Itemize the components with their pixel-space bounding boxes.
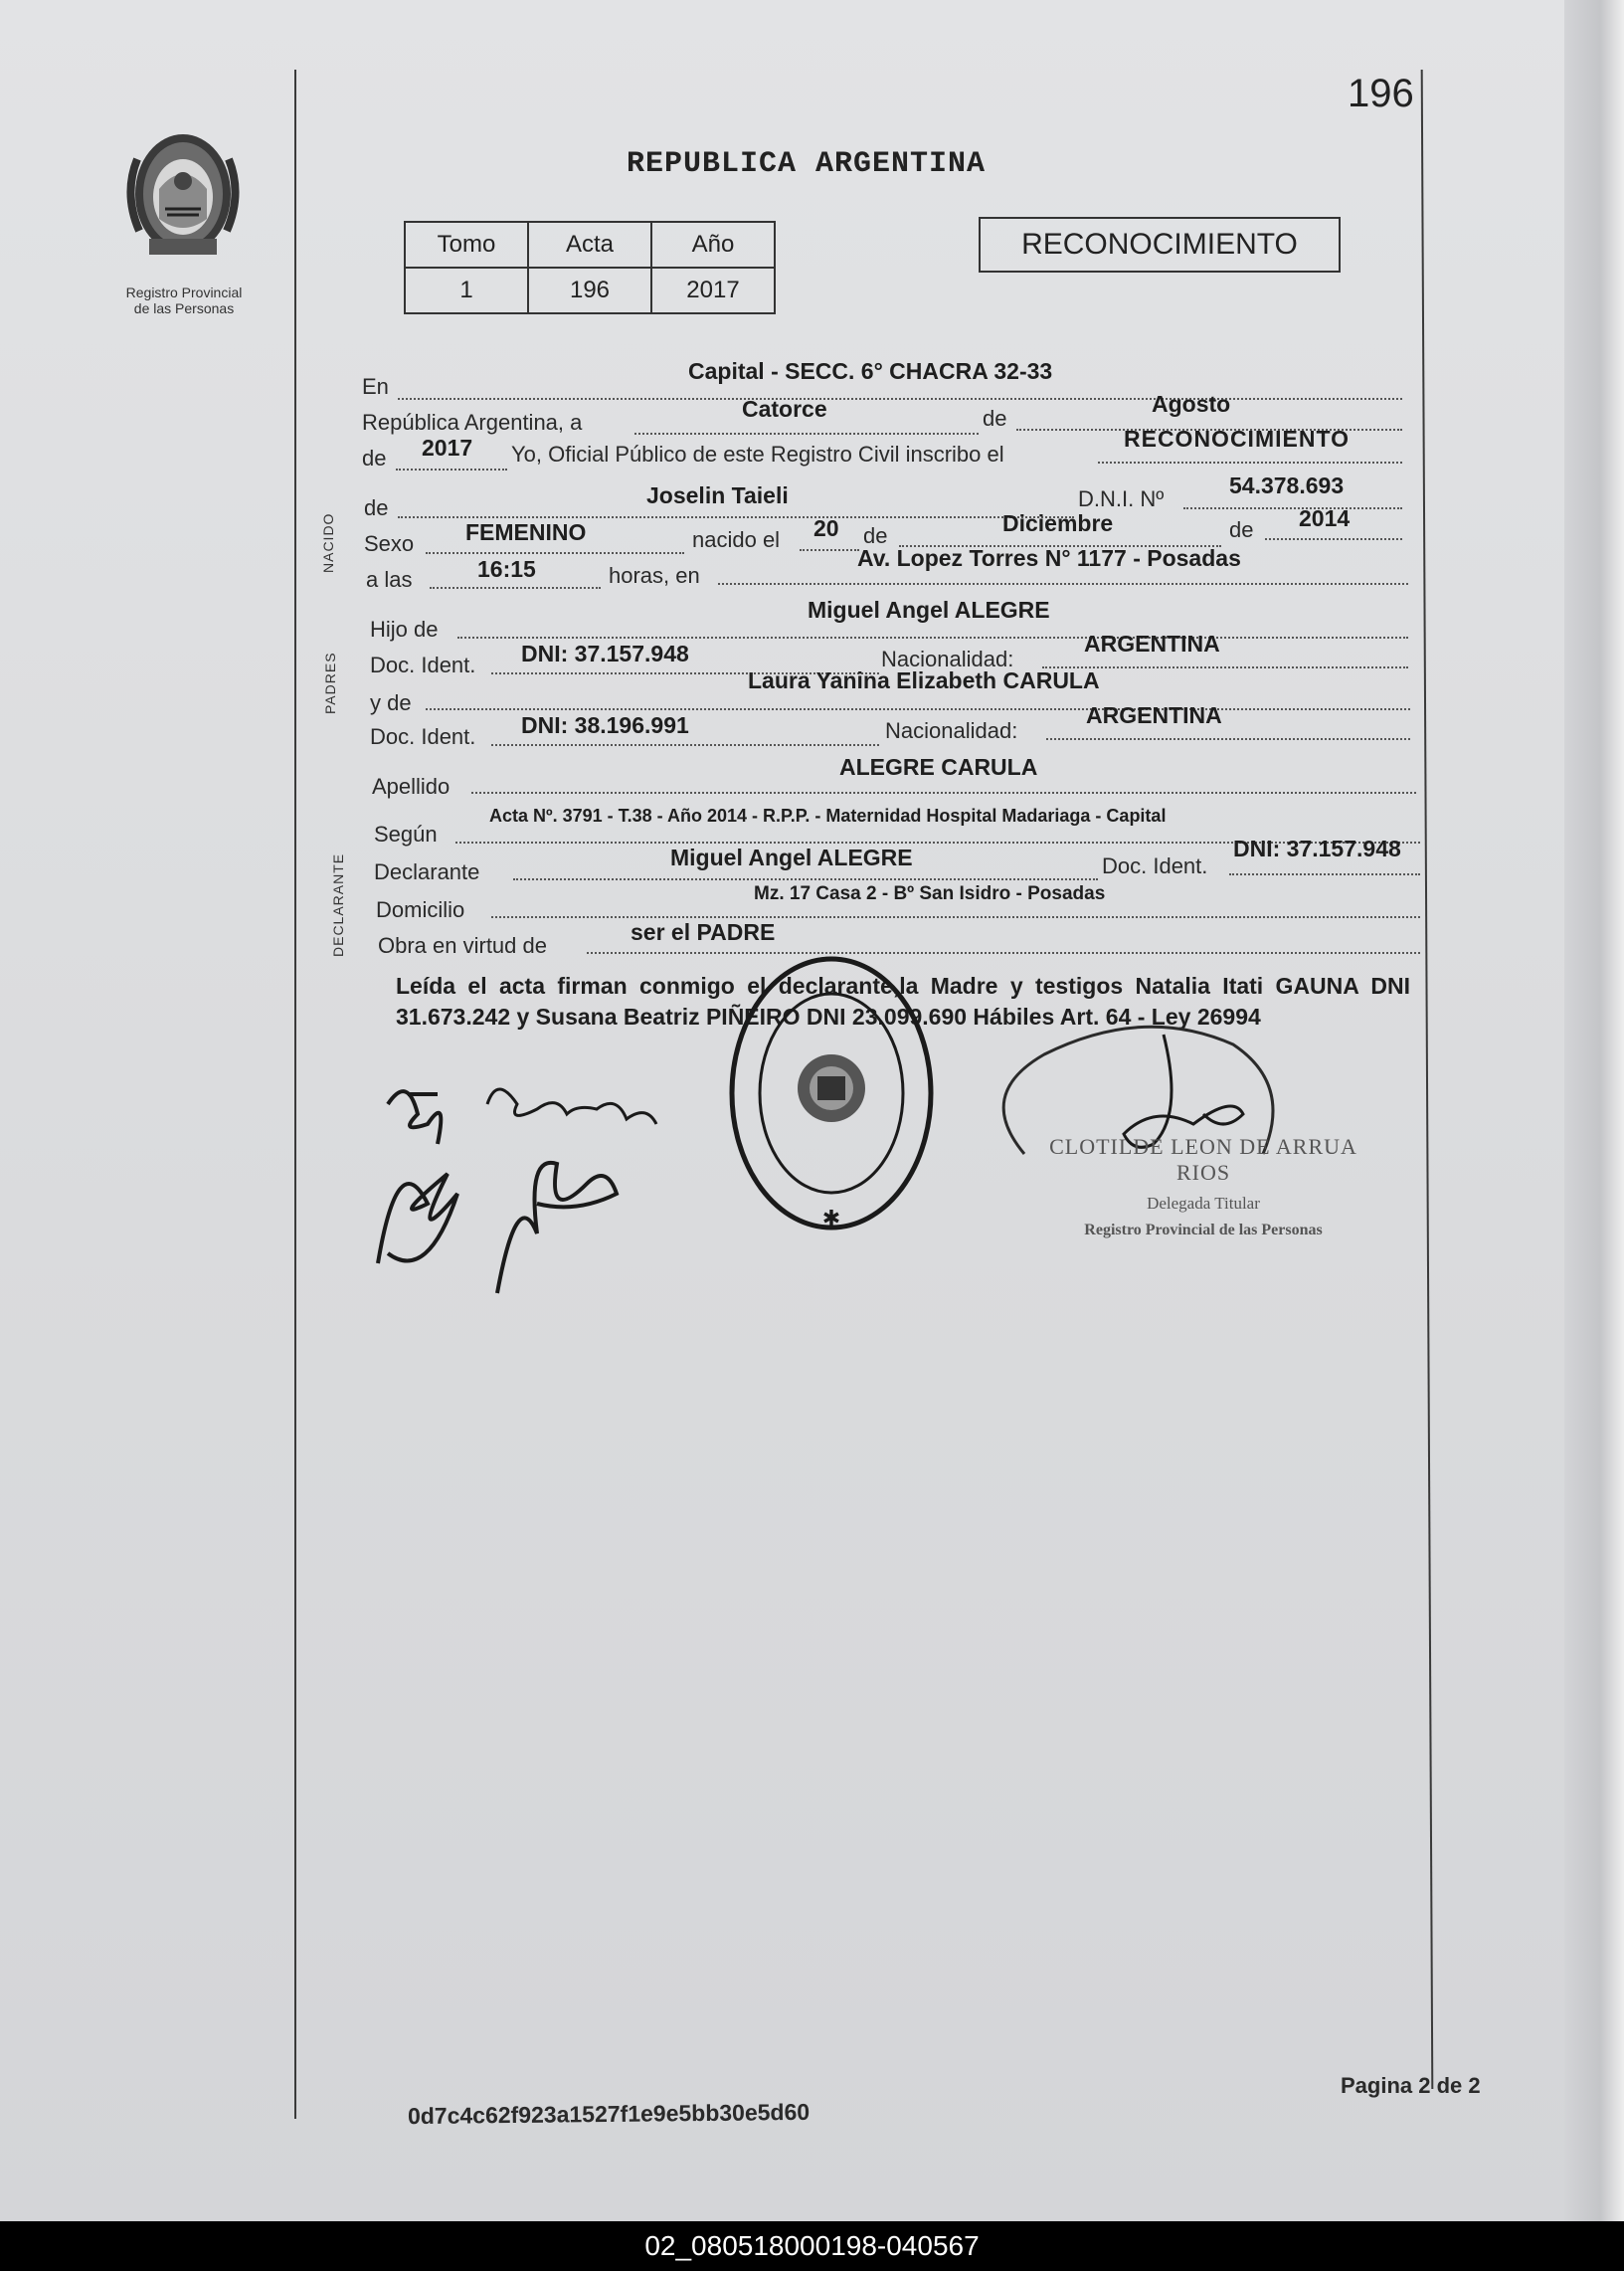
de-label: de xyxy=(983,406,1007,431)
dotted-line xyxy=(513,878,1098,880)
oficial-label: Yo, Oficial Público de este Registro Civil inscribo el xyxy=(511,442,1004,467)
nacido-mes: Diciembre xyxy=(1002,510,1114,536)
nac1-value: ARGENTINA xyxy=(1084,631,1220,657)
nac2-label: Nacionalidad: xyxy=(885,718,1018,743)
table-cell-acta: 196 xyxy=(528,268,651,313)
table-header-anio: Año xyxy=(651,222,775,268)
de4-label: de xyxy=(863,523,888,548)
dotted-line xyxy=(634,433,979,435)
table-header-acta: Acta xyxy=(528,222,651,268)
dotted-line xyxy=(1265,538,1402,540)
declarante-label: Declarante xyxy=(374,859,480,884)
de3-label: de xyxy=(364,495,389,520)
declarante-value: Miguel Angel ALEGRE xyxy=(670,845,913,870)
dotted-line xyxy=(1098,462,1402,464)
dni-label: D.N.I. Nº xyxy=(1078,486,1165,511)
dni-value: 54.378.693 xyxy=(1229,473,1345,498)
logo-caption: Registro Provincial de las Personas xyxy=(125,284,243,316)
closing-statement: Leída el acta firman conmigo el declarante,la Madre y testigos Natalia Itati GAUNA DNI 31.673.242 y Susana Beatriz PIÑEIRO DNI 23.099.690 Hábiles Art. 64 - Ley 26994 xyxy=(396,973,1410,1030)
yde-label: y de xyxy=(370,690,412,715)
provincial-coat-of-arms-logo xyxy=(103,119,263,269)
document-type-box: RECONOCIMIENTO xyxy=(979,217,1341,273)
sexo-label: Sexo xyxy=(364,531,415,556)
anio-value: 2017 xyxy=(422,435,473,461)
obra-value: ser el PADRE xyxy=(631,919,776,945)
doc2-value: DNI: 38.196.991 xyxy=(521,712,689,738)
signatures-left xyxy=(368,1064,696,1303)
hora-value: 16:15 xyxy=(477,556,536,582)
dotted-line xyxy=(396,469,507,471)
tomo-acta-anio-table xyxy=(404,221,776,314)
nombre-value: Joselin Taieli xyxy=(646,482,789,508)
inscribo-value: RECONOCIMIENTO xyxy=(1124,426,1350,452)
de2-label: de xyxy=(362,446,387,471)
table-cell-tomo: 1 xyxy=(405,268,528,313)
obra-label: Obra en virtud de xyxy=(378,933,547,958)
dotted-line xyxy=(398,516,1074,518)
dotted-line xyxy=(426,552,684,554)
mes-value: Agosto xyxy=(1152,391,1231,417)
dotted-line xyxy=(426,708,1410,710)
side-label-declarante: DECLARANTE xyxy=(330,852,346,957)
dotted-line xyxy=(430,587,601,589)
en-value: Capital - SECC. 6° CHACRA 32-33 xyxy=(688,358,1053,384)
svg-text:✱: ✱ xyxy=(821,1206,841,1230)
official-role: Delegada Titular xyxy=(1147,1194,1260,1213)
alas-label: a las xyxy=(366,567,413,592)
file-id-label: 02_080518000198-040567 xyxy=(644,2230,980,2261)
segun-label: Según xyxy=(374,822,438,847)
dotted-line xyxy=(800,549,859,551)
page-number: 196 xyxy=(1348,72,1414,115)
apellido-value: ALEGRE CARULA xyxy=(839,754,1038,780)
republica-label: República Argentina, a xyxy=(362,410,583,435)
page-indicator: Pagina 2 de 2 xyxy=(1341,2073,1481,2098)
document-title: REPUBLICA ARGENTINA xyxy=(627,147,987,181)
official-round-seal xyxy=(722,949,941,1237)
dotted-line xyxy=(491,916,1420,918)
official-stamp xyxy=(1024,1134,1382,1239)
official-org: Registro Provincial de las Personas xyxy=(1084,1222,1323,1238)
doc1-value: DNI: 37.157.948 xyxy=(521,641,689,666)
lugar-value: Av. Lopez Torres N° 1177 - Posadas xyxy=(857,545,1241,571)
dotted-line xyxy=(1183,507,1402,509)
domicilio-value: Mz. 17 Casa 2 - Bº San Isidro - Posadas xyxy=(754,883,1106,904)
horas-label: horas, en xyxy=(609,563,700,588)
nacido-dia: 20 xyxy=(813,515,839,541)
side-label-nacido: NACIDO xyxy=(320,512,336,573)
padre-value: Miguel Angel ALEGRE xyxy=(808,597,1050,623)
dotted-line xyxy=(587,952,1420,954)
hijo-label: Hijo de xyxy=(370,617,439,642)
madre-value: Laura Yanina Elizabeth CARULA xyxy=(748,667,1100,693)
doc1-label: Doc. Ident. xyxy=(370,653,476,677)
side-label-padres: PADRES xyxy=(322,652,338,714)
table-cell-anio: 2017 xyxy=(651,268,775,313)
dotted-line xyxy=(471,792,1416,794)
dotted-line xyxy=(718,583,1408,585)
apellido-label: Apellido xyxy=(372,774,451,799)
dotted-line xyxy=(457,637,1408,639)
dotted-line xyxy=(1229,873,1420,875)
left-margin-rule xyxy=(294,70,296,2119)
official-name: CLOTILDE LEON DE ARRUA RIOS xyxy=(1049,1134,1357,1185)
segun-value: Acta Nº. 3791 - T.38 - Año 2014 - R.P.P. - Maternidad Hospital Madariaga - Capital xyxy=(489,806,1167,826)
domicilio-label: Domicilio xyxy=(376,897,465,922)
doc3-label: Doc. Ident. xyxy=(1102,853,1208,878)
nacido-anio: 2014 xyxy=(1299,505,1351,531)
nacido-label: nacido el xyxy=(692,527,781,552)
nac2-value: ARGENTINA xyxy=(1086,702,1222,728)
dotted-line xyxy=(398,398,1402,400)
dia-value: Catorce xyxy=(742,396,827,422)
en-label: En xyxy=(362,374,389,399)
de5-label: de xyxy=(1229,517,1254,542)
table-header-tomo: Tomo xyxy=(405,222,528,268)
dotted-line xyxy=(491,744,879,746)
doc2-label: Doc. Ident. xyxy=(370,724,476,749)
dotted-line xyxy=(1046,738,1410,740)
sexo-value: FEMENINO xyxy=(465,519,587,545)
doc3-value: DNI: 37.157.948 xyxy=(1233,836,1401,861)
document-hash: 0d7c4c62f923a1527f1e9e5bb30e5d60 xyxy=(407,2098,811,2130)
nac1-label: Nacionalidad: xyxy=(881,647,1014,671)
page-edge xyxy=(1564,0,1624,2221)
